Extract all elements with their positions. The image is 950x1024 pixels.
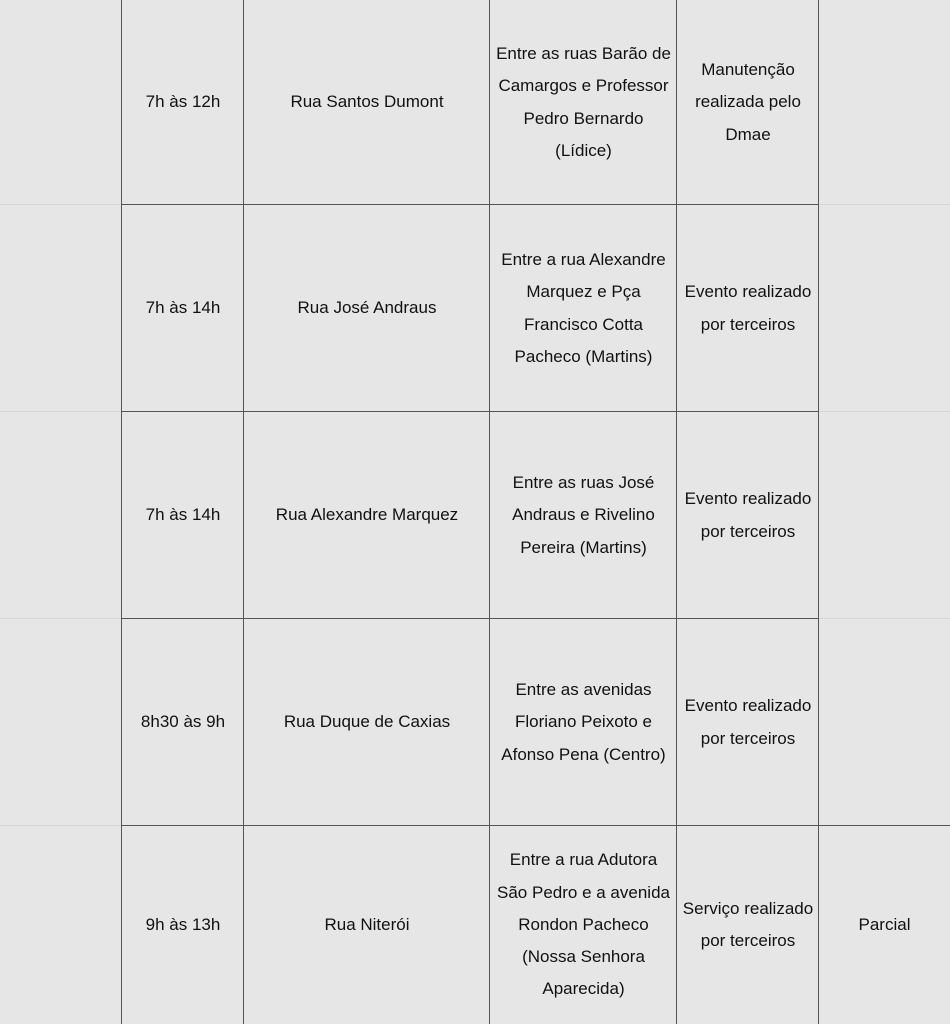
type-cell (819, 0, 950, 205)
table-row (0, 205, 950, 412)
table-border (0, 204, 121, 205)
table-border (489, 0, 490, 1024)
street-cell: Rua Niterói (324, 914, 410, 934)
reason-cell: Evento realizado por terceiros (684, 696, 812, 748)
table-border (121, 0, 122, 1024)
table-border (121, 825, 950, 826)
table-row (0, 619, 950, 826)
street-cell: Rua Alexandre Marquez (275, 505, 459, 525)
table-border (121, 204, 819, 205)
street-cell: Rua José Andraus (297, 298, 437, 318)
stretch-cell: Entre a rua Adutora São Pedro e a avenida Rondon Pacheco (Nossa Senhora Aparecida) (497, 850, 670, 999)
type-cell (819, 205, 950, 412)
reason-cell: Evento realizado por terceiros (684, 282, 812, 334)
table-border (121, 618, 819, 619)
time-cell: 7h às 14h (145, 298, 221, 318)
table-border (0, 618, 121, 619)
table-border (0, 411, 121, 412)
table-border (819, 411, 950, 412)
table-row (0, 0, 950, 205)
type-cell (819, 619, 950, 826)
time-cell: 7h às 12h (145, 92, 221, 112)
street-cell: Rua Santos Dumont (290, 92, 444, 112)
table-border (819, 618, 950, 619)
reason-cell: Evento realizado por terceiros (684, 489, 812, 541)
reason-cell: Manutenção realizada pelo Dmae (695, 60, 801, 144)
table-row (0, 826, 950, 1024)
type-cell: Parcial (858, 914, 911, 934)
time-cell: 9h às 13h (145, 914, 221, 934)
table-border (819, 204, 950, 205)
table-border (121, 411, 819, 412)
reason-cell: Serviço realizado por terceiros (682, 898, 814, 950)
stretch-cell: Entre a rua Alexandre Marquez e Pça Francisco Cotta Pacheco (Martins) (501, 249, 666, 366)
table-row (0, 412, 950, 619)
stretch-cell: Entre as avenidas Floriano Peixoto e Afonso Pena (Centro) (501, 680, 666, 764)
table-border (243, 0, 244, 1024)
time-cell: 8h30 às 9h (140, 712, 226, 732)
type-cell (819, 412, 950, 619)
table-border (818, 0, 819, 1024)
time-cell: 7h às 14h (145, 505, 221, 525)
table-border (676, 0, 677, 1024)
stretch-cell: Entre as ruas José Andraus e Rivelino Pereira (Martins) (512, 473, 655, 557)
street-cell: Rua Duque de Caxias (283, 712, 451, 732)
table-border (0, 825, 121, 826)
stretch-cell: Entre as ruas Barão de Camargos e Professor Pedro Bernardo (Lídice) (496, 43, 671, 160)
